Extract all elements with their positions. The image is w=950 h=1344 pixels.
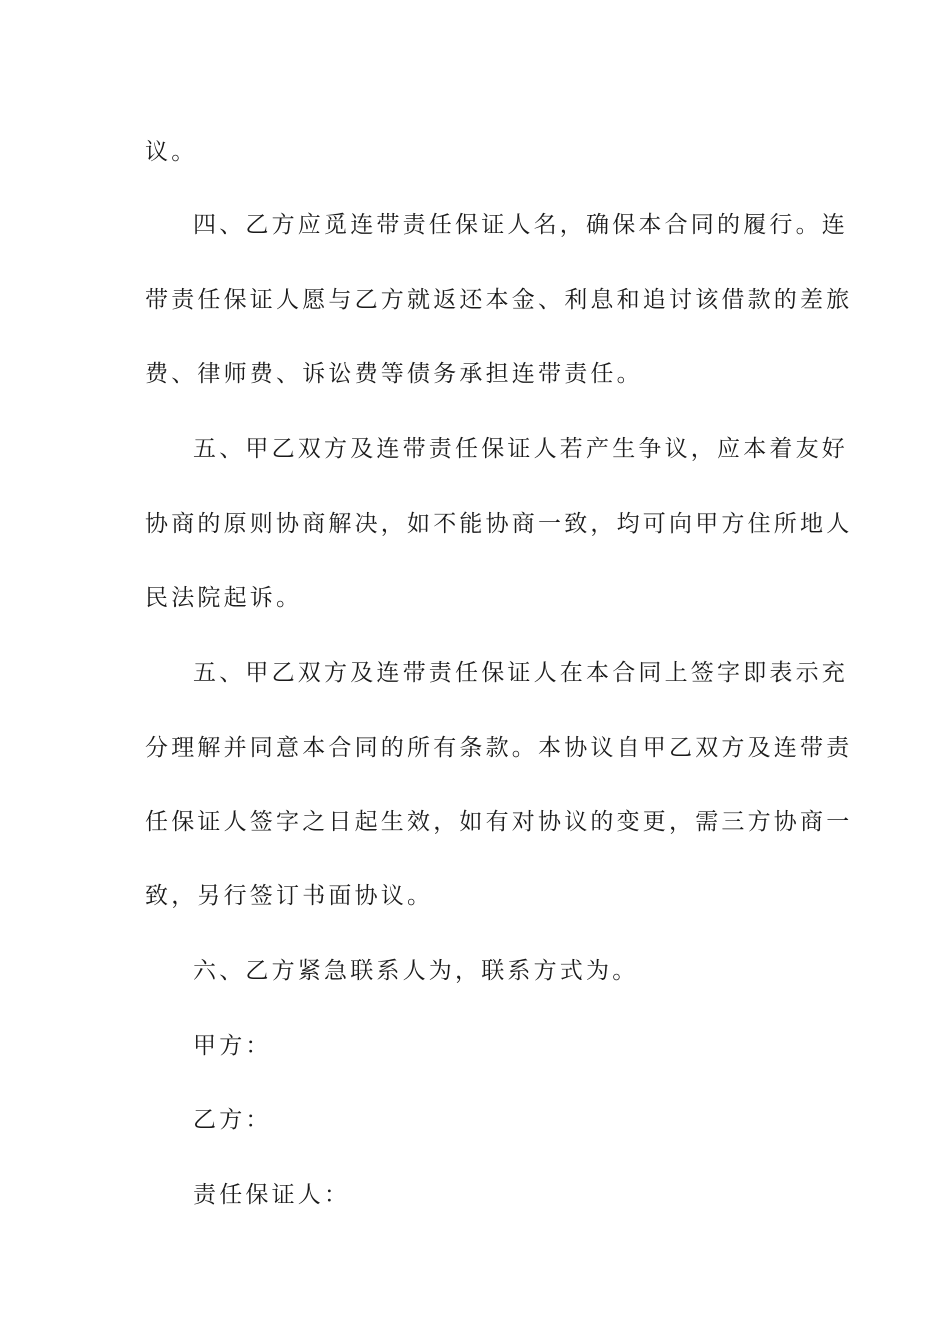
clause-4-line-2: 带责任保证人愿与乙方就返还本金、利息和追讨该借款的差旅 bbox=[145, 287, 853, 313]
guarantor-signature-label: 责任保证人： bbox=[193, 1182, 351, 1208]
clause-5a-line-1: 五、甲乙双方及连带责任保证人若产生争议，应本着友好 bbox=[193, 436, 848, 462]
clause-5b-line-1: 五、甲乙双方及连带责任保证人在本合同上签字即表示充 bbox=[193, 660, 848, 686]
clause-6-line: 六、乙方紧急联系人为，联系方式为。 bbox=[193, 958, 639, 984]
clause-4-line-1: 四、乙方应觅连带责任保证人名，确保本合同的履行。连 bbox=[193, 212, 848, 238]
party-a-signature-label: 甲方： bbox=[193, 1033, 272, 1059]
clause-5b-line-2: 分理解并同意本合同的所有条款。本协议自甲乙双方及连带责 bbox=[145, 735, 853, 761]
text-line: 议。 bbox=[145, 139, 198, 165]
clause-5a-line-2: 协商的原则协商解决，如不能协商一致，均可向甲方住所地人 bbox=[145, 511, 853, 537]
clause-4-line-3: 费、律师费、诉讼费等债务承担连带责任。 bbox=[145, 361, 643, 387]
clause-5b-line-3: 任保证人签字之日起生效，如有对协议的变更，需三方协商一 bbox=[145, 809, 853, 835]
party-b-signature-label: 乙方： bbox=[193, 1107, 272, 1133]
clause-5a-line-3: 民法院起诉。 bbox=[145, 585, 303, 611]
clause-5b-line-4: 致，另行签订书面协议。 bbox=[145, 883, 434, 909]
